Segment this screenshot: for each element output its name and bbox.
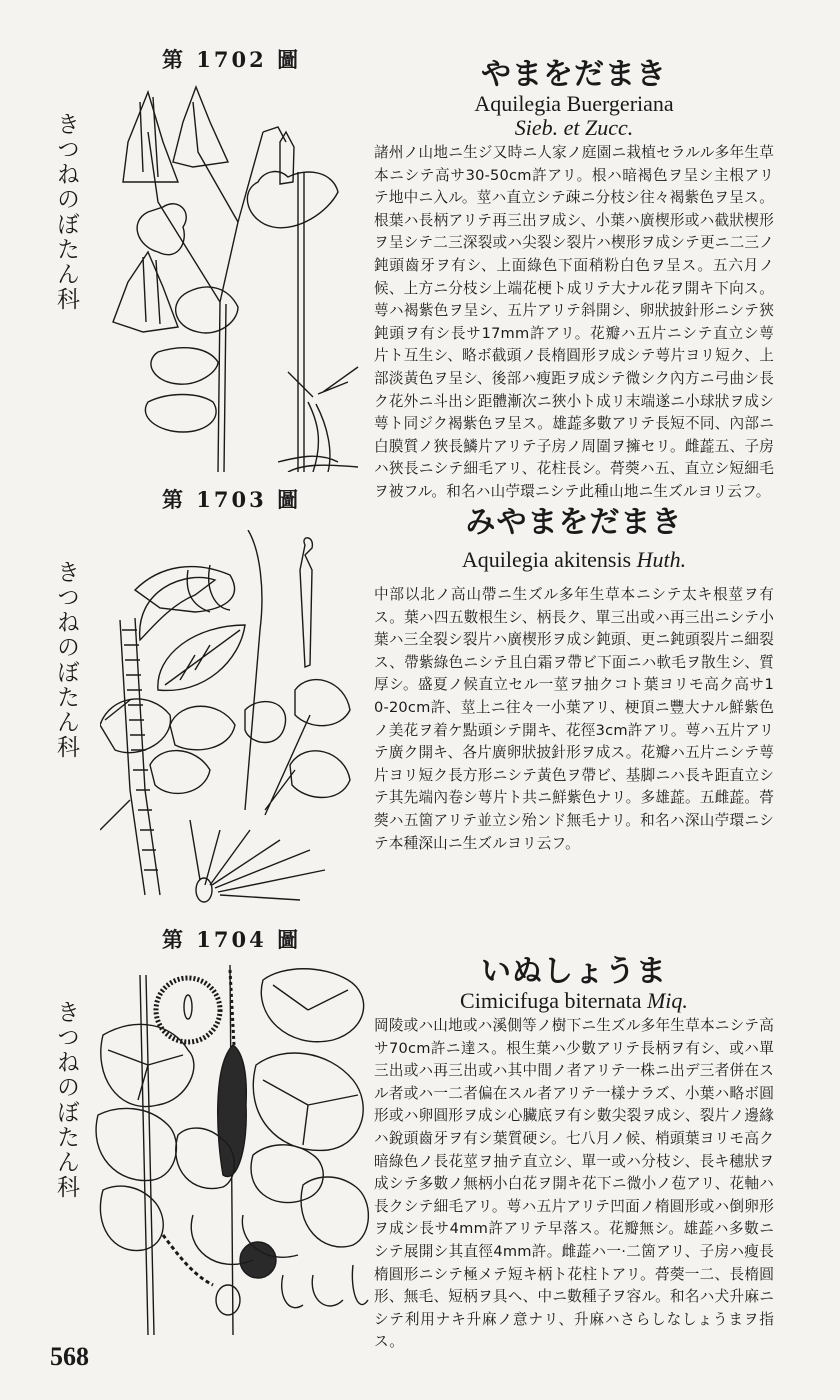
japanese-name: みやまをだまき [465, 505, 683, 540]
figure-label-1704: 第 1704 圖 [162, 927, 302, 952]
family-label-1702: きつねのぼたん科 [53, 112, 79, 312]
scientific-name-genus-species: Aquilegia akitensis [461, 547, 632, 572]
description: 岡陵或ハ山地或ハ溪側等ノ樹下ニ生ズル多年生草本ニシテ高サ70cm許ニ達ス。根生葉ハ少數アリテ長柄ヲ有シ、或ハ單三出或ハ再三出或ハ其中間ノ者アリテ一株ニ出デ三者併在スル者或ハ一二者偏在スル者アリテ一樣ナラズ、小葉ハ略ボ圓形或ハ卵圓形ヲ成シ心臟底ヲ有シ數尖裂ヲ成シ、裂片ノ邊緣ハ銳頭齒牙ヲ有シ葉質硬シ。七八月ノ候、梢頭葉ヨリモ高ク暗綠色ノ長花莖ヲ抽テ直立シ、單一或ハ分枝シ、長キ穗狀ヲ成シテ多數ノ無柄小白花ヲ開キ花下ニ微小ノ苞アリ、花軸ハ長クシテ細毛アリ。萼ハ五片アリテ凹面ノ楕圓形或ハ倒卵形ヲ成シ長サ4mm許アリテ早落ス。花瓣無シ。雄蕋ハ多數ニシテ展開シ其直徑4mm許。雌蕋ハ一·二箇アリ、子房ハ瘦長楕圓形ニシテ極メテ短キ柄ト花柱トアリ。蓇葖一二、長楕圓形、無毛、短柄ヲ具ヘ、中ニ數種子ヲ容ル。和名ハ犬升麻ニシテ利用ナキ升麻ノ意ナリ、升麻ハさらしなしょうまヲ指ス。 [374, 1017, 774, 1351]
japanese-name: いぬしょうま [481, 954, 667, 989]
entry-1702 [374, 58, 774, 504]
scientific-name-genus-species: Cimicifuga biternata [460, 988, 642, 1013]
family-label-1704: きつねのぼたん科 [53, 1000, 79, 1200]
family-label-1703: きつねのぼたん科 [53, 560, 79, 760]
description: 中部以北ノ高山帶ニ生ズル多年生草本ニシテ太キ根莖ヲ有ス。葉ハ四五數根生シ、柄長ク、單三出或ハ再三出ニシテ小葉ハ三全裂シ裂片ハ廣楔形ヲ成シ鈍頭、更ニ鈍頭裂片ニ細裂ス、帶紫綠色ニシテ且白霜ヲ帶ビ下面ニハ軟毛ヲ散生シ、質厚シ。盛夏ノ候直立セル一莖ヲ抽クコト葉ヨリモ高ク高サ10-20cm許、莖上ニ往々一小葉アリ、梗頂ニ豐大ナル鮮紫色ノ美花ヲ着ケ點頭シテ開キ、花徑3cm許アリ。萼ハ五片アリテ廣ク開キ、各片廣卵狀披針形ヲ成ス。花瓣ハ五片ニシテ萼片ヨリ短ク長方形ニシテ黃色ヲ帶ビ、基脚ニハ長キ距直立シテ其先端內卷シ萼片ト共ニ鮮紫色ナリ。多雄蕋。五雌蕋。蓇葖ハ五箇アリテ並立シ殆ンド無毛ナリ。和名ハ深山苧環ニシテ本種深山ニ生ズルヨリ云フ。 [374, 586, 774, 852]
scientific-name [374, 548, 774, 572]
scientific-name [374, 989, 774, 1013]
figure-label-1702: 第 1702 圖 [162, 47, 302, 72]
description: 諸州ノ山地ニ生ジ又時ニ人家ノ庭園ニ栽植セラルル多年生草本ニシテ高サ30-50cm許アリ。根ハ暗褐色ヲ呈シ主根アリテ地中ニ入ル。莖ハ直立シテ疎ニ分枝シ往々褐紫色ヲ呈ス。根葉ハ長柄アリテ再三出ヲ成シ、小葉ハ廣楔形或ハ截狀楔形ヲ呈シテ二三深裂或ハ尖裂シ裂片ハ楔形ヲ成シテ更ニ二三ノ鈍頭齒牙ヲ有シ、上面綠色下面稍粉白色ヲ呈ス。五六月ノ候、上方ニ分枝シ上端花梗ト成リテ大ナル花ヲ開キ下向ス。萼ハ褐紫色ヲ呈シ、五片アリテ斜開シ、卵狀披針形ニシテ狹鈍頭ヲ有シ長サ17mm許アリ。花瓣ハ五片ニシテ直立シ萼片ト互生シ、略ボ截頭ノ長楕圓形ヲ成シテ萼片ヨリ短ク、上部淡黃色ヲ呈シ、後部ハ瘦距ヲ成シテ微シク內方ニ弓曲シ長ク花外ニ斗出シ距體漸次ニ狹小ト成リ末端遂ニ小球狀ヲ成シ萼ト同ジク褐紫色ヲ呈ス。雄蕋多數アリテ長短不同、內部ニ白膜質ノ狹長鱗片アリテ子房ノ周圍ヲ擁セリ。雌蕋五、子房ハ狹長ニシテ細毛アリ、花柱長シ。蓇葖ハ五、直立シ短細毛ヲ被フル。和名ハ山苧環ニシテ此種山地ニ生ズルヨリ云フ。 [374, 144, 774, 500]
japanese-name: やまをだまき [481, 57, 667, 92]
illustration-aquilegia-akitensis [100, 530, 360, 925]
figure-label-1703: 第 1703 圖 [162, 487, 302, 512]
scientific-name [374, 92, 774, 116]
page-number: 568 [50, 1342, 89, 1371]
authority: Miq. [646, 988, 688, 1013]
illustration-aquilegia-buergeriana [88, 72, 370, 472]
authority: Sieb. et Zucc. [514, 115, 634, 140]
authority-line [374, 116, 774, 140]
entry-1704 [374, 955, 774, 1354]
authority: Huth. [636, 547, 687, 572]
illustration-cimicifuga-biternata [88, 955, 373, 1335]
entry-1703 [374, 506, 774, 855]
scientific-name-genus-species: Aquilegia Buergeriana [474, 91, 674, 116]
